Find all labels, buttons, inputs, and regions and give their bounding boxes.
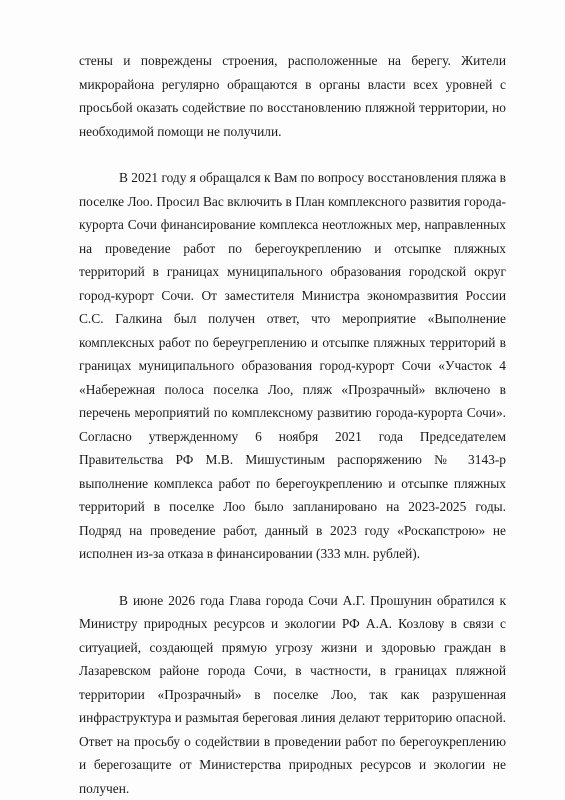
document-body (79, 49, 506, 800)
paragraph-3: В июне 2026 года Глава города Сочи А.Г. Прошунин обратился к Министру природных ресурсов и экологии РФ А.А. Козлову в связи с ситуацией, создающей прямую угрозу жизни и здоровью граждан в Лазаревском районе города Сочи, в частности, в границах пляжной территории «Прозрачный» в поселке Лоо, так как разрушенная инфраструктура и размытая береговая линия делают территорию опасной. Ответ на просьбу о содействии в проведении работ по берегоукреплению и берегозащите от Министерства природных ресурсов и экологии не получен. (79, 592, 506, 796)
paragraph-1: стены и повреждены строения, расположенные на берегу. Жители микрорайона регулярно обращаются в органы власти всех уровней с просьбой оказать содействие по восстановлению пляжной территории, но необходимой помощи не получили. (79, 53, 506, 139)
paragraph-2: В 2021 году я обращался к Вам по вопросу восстановления пляжа в поселке Лоо. Просил Вас включить в План комплексного развития города-курорта Сочи финансирование комплекса неотложных мер, направленных на проведение работ по берегоукреплению и отсыпке пляжных территорий в границах муниципального образования городской округ город-курорт Сочи. От заместителя Министра экономразвития России С.С. Галкина был получен ответ, что мероприятие «Выполнение комплексных работ по береугреплению и отсыпке пляжных территорий в границах муниципального образования город-курорт Сочи «Участок 4 «Набережная полоса поселка Лоо, пляж «Прозрачный» включено в перечень мероприятий по комплексному развитию города-курорта Сочи». Согласно утвержденному 6 ноября 2021 года Председателем Правительства РФ М.В. Мишустиным распоряжению № 3143-р выполнение комплекса работ по берегоукреплению и отсыпке пляжных территорий в поселке Лоо было запланировано на 2023-2025 годы. Подряд на проведение работ, данный в 2023 году «Роскапстрою» не исполнен из-за отказа в финансировании (333 млн. рублей). (79, 170, 506, 561)
